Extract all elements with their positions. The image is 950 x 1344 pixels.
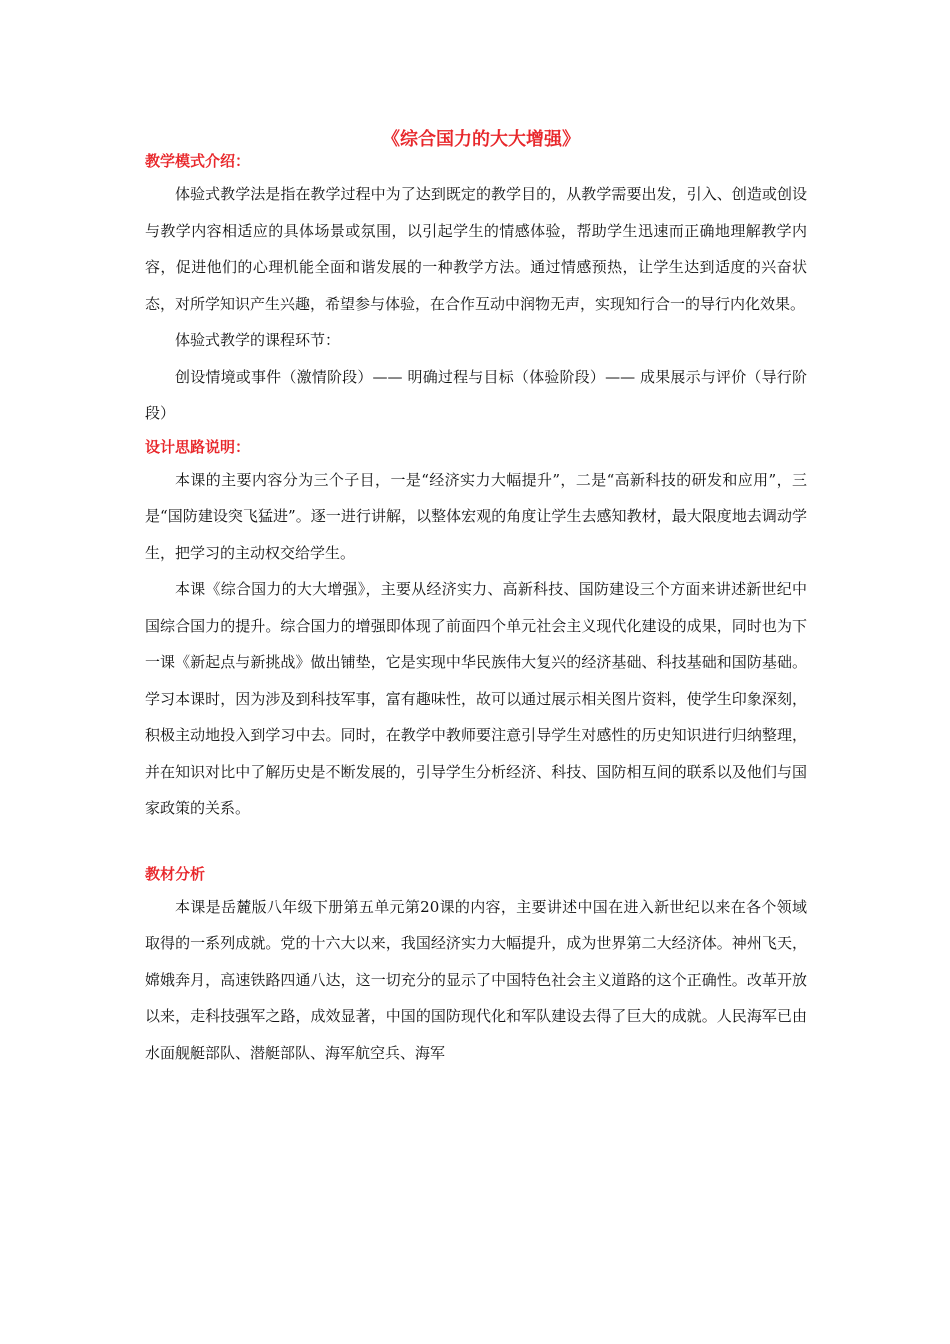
document-title: 《综合国力的大大增强》: [382, 129, 580, 150]
section-heading-teaching-mode: 教学模式介绍：: [145, 152, 251, 170]
section-heading-textbook-analysis: 教材分析: [145, 864, 206, 883]
paragraph: 本课《综合国力的大大增强》，主要从经济实力、高新科技、国防建设三个方面来讲述新世纪中国综合国力的提升。综合国力的增强即体现了前面四个单元社会主义现代化建设的成果，同时也为下一课《新起点与新挑战》做出铺垫，它是实现中华民族伟大复兴的经济基础、科技基础和国防基础。学习本课时，因为涉及到科技军事，富有趣味性，故可以通过展示相关图片资料，使学生印象深刻，积极主动地投入到学习中去。同时，在教学中教师要注意引导学生对感性的历史知识进行归纳整理，并在知识对比中了解历史是不断发展的，引导学生分析经济、科技、国防相互间的联系以及他们与国家政策的关系。: [145, 580, 807, 817]
paragraph: 本课是岳麓版八年级下册第五单元第20课的内容，主要讲述中国在进入新世纪以来在各个领域取得的一系列成就。党的十六大以来，我国经济实力大幅提升，成为世界第二大经济体。神州飞天，嫦娥奔月，高速铁路四通八达，这一切充分的显示了中国特色社会主义道路的这个正确性。改革开放以来，走科技强军之路，成效显著，中国的国防现代化和军队建设去得了巨大的成就。人民海军已由水面舰艇部队、潜艇部队、海军航空兵、海军: [145, 897, 807, 1062]
section-heading-design-rationale: 设计思路说明：: [145, 437, 251, 456]
blank-line: [145, 827, 807, 863]
paragraph: 创设情境或事件（激情阶段）—— 明确过程与目标（体验阶段）—— 成果展示与评价（导行阶段）: [145, 367, 807, 422]
paragraph: 体验式教学的课程环节：: [175, 331, 341, 349]
paragraph: 本课的主要内容分为三个子目，一是“经济实力大幅提升”，二是“高新科技的研发和应用”，三是“国防建设突飞猛进”。逐一进行讲解，以整体宏观的角度让学生去感知教材，最大限度地去调动学生，把学习的主动权交给学生。: [145, 470, 807, 562]
paragraph: 体验式教学法是指在教学过程中为了达到既定的教学目的，从教学需要出发，引入、创造或创设与教学内容相适应的具体场景或氛围，以引起学生的情感体验，帮助学生迅速而正确地理解教学内容，促进他们的心理机能全面和谐发展的一种教学方法。通过情感预热，让学生达到适度的兴奋状态，对所学知识产生兴趣，希望参与体验，在合作互动中润物无声，实现知行合一的导行内化效果。: [145, 185, 807, 313]
document-page: [145, 128, 807, 1071]
